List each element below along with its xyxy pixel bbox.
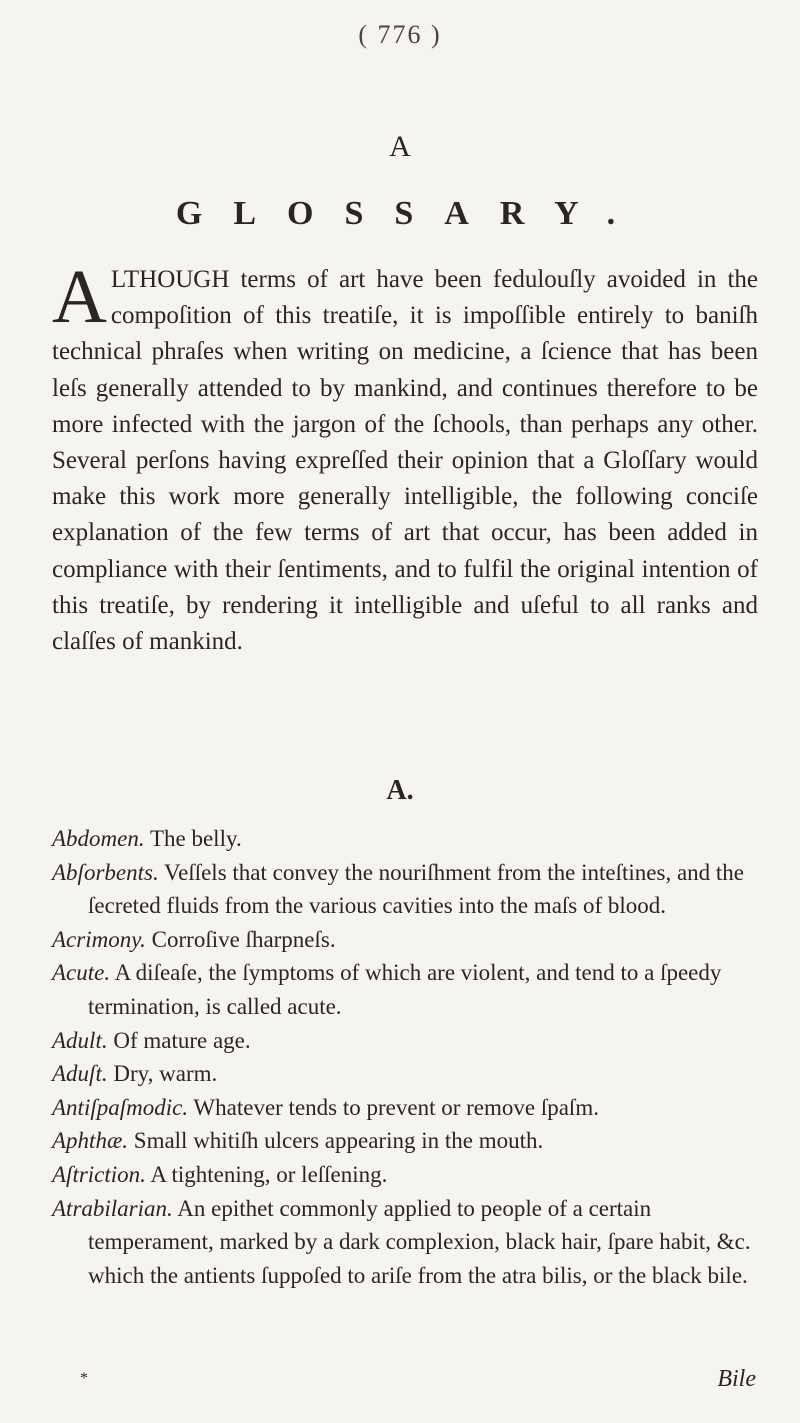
entry-definition: A diſeaſe, the ſymptoms of which are violent, and tend to a ſpeedy termination, is called acute.	[88, 960, 722, 1019]
entry-definition: Of mature age.	[113, 1027, 251, 1053]
entry-definition: Veſſels that convey the nouriſhment from the inteſtines, and the ſecreted fluids from the various cavities into the maſs of blood.	[88, 859, 745, 919]
glossary-entry	[52, 1057, 762, 1091]
entry-term: Aduſt.	[52, 1061, 108, 1087]
entry-term: Adult.	[52, 1027, 108, 1053]
entry-term: Aſtriction.	[52, 1161, 146, 1187]
entry-term: Aphthæ.	[52, 1128, 129, 1154]
glossary-entry	[52, 1124, 762, 1158]
intro-paragraph	[52, 255, 758, 660]
entry-term: Abſorbents.	[52, 859, 159, 885]
drop-cap: A	[52, 255, 107, 339]
glossary-entry	[52, 1024, 762, 1058]
page-title: GLOSSARY.	[175, 195, 647, 232]
entry-term: Acrimony.	[52, 926, 146, 952]
entry-definition: Small whitiſh ulcers appearing in the mouth.	[133, 1128, 544, 1154]
entry-definition: An epithet commonly applied to people of a certain temperament, marked by a dark complexion, black hair, ſpare habit, &c. which the antients ſuppoſed to ariſe from the atra bilis, or the black bile.	[88, 1195, 751, 1288]
entry-term: Antiſpaſmodic.	[52, 1094, 189, 1120]
section-heading-letter: A	[389, 130, 411, 163]
section-letter: A.	[386, 775, 414, 806]
page-number: ( 776 )	[358, 20, 442, 49]
glossary-entry	[52, 956, 762, 1023]
glossary-entry	[52, 923, 762, 957]
catchword: Bile	[717, 1366, 756, 1392]
entry-definition: The belly.	[149, 826, 242, 851]
entry-definition: Whatever tends to prevent or remove ſpaſm.	[193, 1094, 599, 1120]
glossary-entry	[52, 822, 762, 856]
signature-mark: *	[80, 1370, 88, 1387]
glossary-entry	[52, 1158, 762, 1192]
entry-term: Abdomen.	[52, 826, 145, 851]
entry-definition: Dry, warm.	[113, 1061, 218, 1087]
entry-definition: Corroſive ſharpneſs.	[151, 926, 336, 952]
entry-definition: A tightening, or leſſening.	[150, 1161, 388, 1187]
glossary-entry	[52, 856, 762, 923]
entry-term: Atrabilarian.	[52, 1195, 173, 1221]
entry-term: Acute.	[52, 960, 111, 986]
intro-text: LTHOUGH terms of art have been fedulouſly avoided in the compoſition of this treatiſe, it is impoſſible entirely to baniſh technical phraſes when writing on medicine, a ſcience that has been leſs generally attended to by mankind, and continues therefore to be more infected with the jargon of the ſchools, than perhaps any other. Several perſons having expreſſed their opinion that a Gloſſary would make this work more generally intelligible, the following conciſe explanation of the few terms of art that occur, has been added in compliance with their ſentiments, and to fulfil the original intention of this treatiſe, by rendering it intelligible and uſeful to all ranks and claſſes of mankind.	[52, 266, 758, 656]
glossary-entry	[52, 1091, 762, 1125]
glossary-entry	[52, 1192, 762, 1293]
glossary-entries	[52, 822, 762, 1292]
